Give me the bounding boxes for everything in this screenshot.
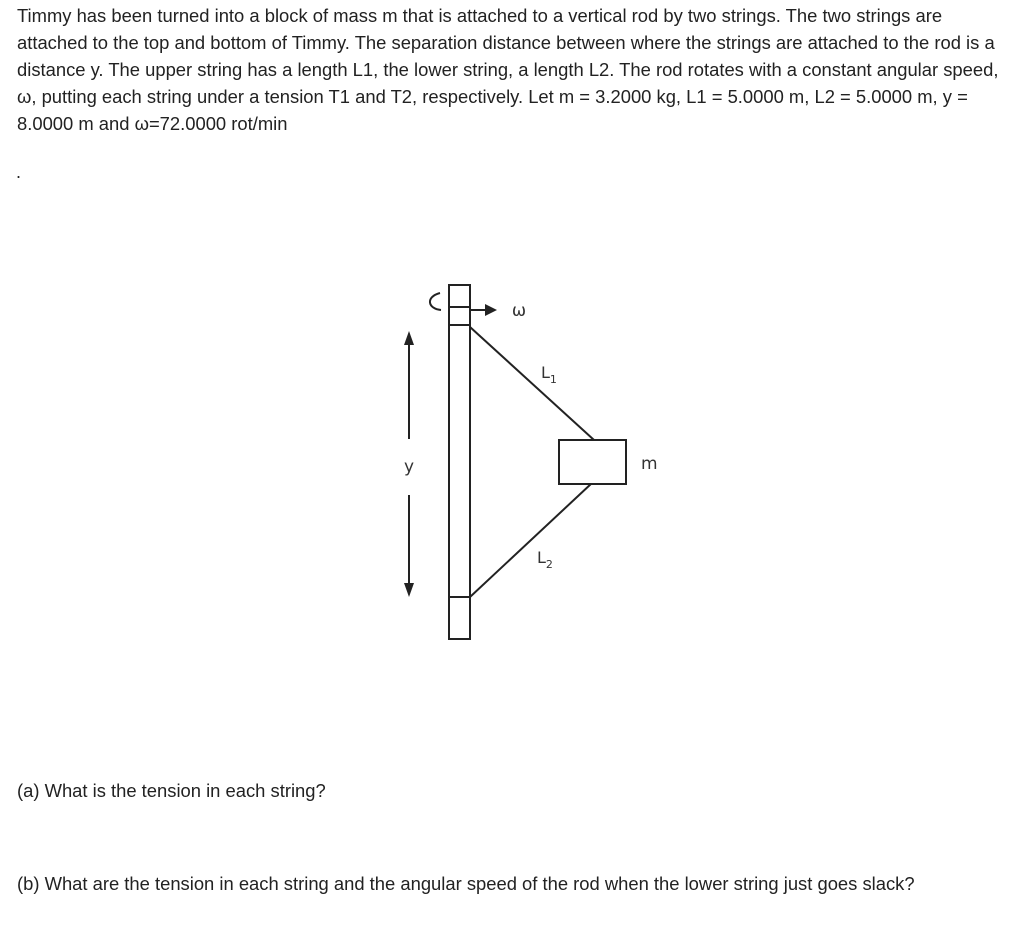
L1-subscript: 1 [549, 373, 557, 386]
stray-dot: . [16, 162, 22, 182]
rotation-arrowhead-icon [485, 304, 497, 316]
mass-label: m [641, 454, 658, 474]
question-a: (a) What is the tension in each string? [17, 780, 326, 801]
L2-letter: L [537, 548, 546, 567]
L1-label [541, 363, 557, 386]
omega-label: ω [511, 301, 527, 321]
y-arrowhead-down-icon [404, 583, 414, 597]
mass-block [559, 440, 626, 484]
problem-statement: Timmy has been turned into a block of mass m that is attached to a vertical rod by two strings. The two strings are attached to the top and bottom of Timmy. The separation distance between where the strings are attached to the rod is a distance y. The upper string has a length L1, the lower string, a length L2. The rod rotates with a constant angular speed, ω, putting each string under a tension T1 and T2, respectively. Let m = 3.2000 kg, L1 = 5.0000 m, L2 = 5.0000 m, y = 8.0000 m and ω=72.0000 rot/min [17, 5, 999, 134]
lower-string [470, 483, 592, 597]
y-label: y [403, 457, 415, 477]
question-b: (b) What are the tension in each string and the angular speed of the rod when the lower string just goes slack? [17, 873, 915, 894]
rod [449, 285, 470, 639]
L1-letter: L [541, 363, 550, 382]
L2-subscript: 2 [545, 558, 553, 571]
L2-label [537, 548, 553, 571]
upper-string [470, 327, 594, 440]
y-arrowhead-up-icon [404, 331, 414, 345]
